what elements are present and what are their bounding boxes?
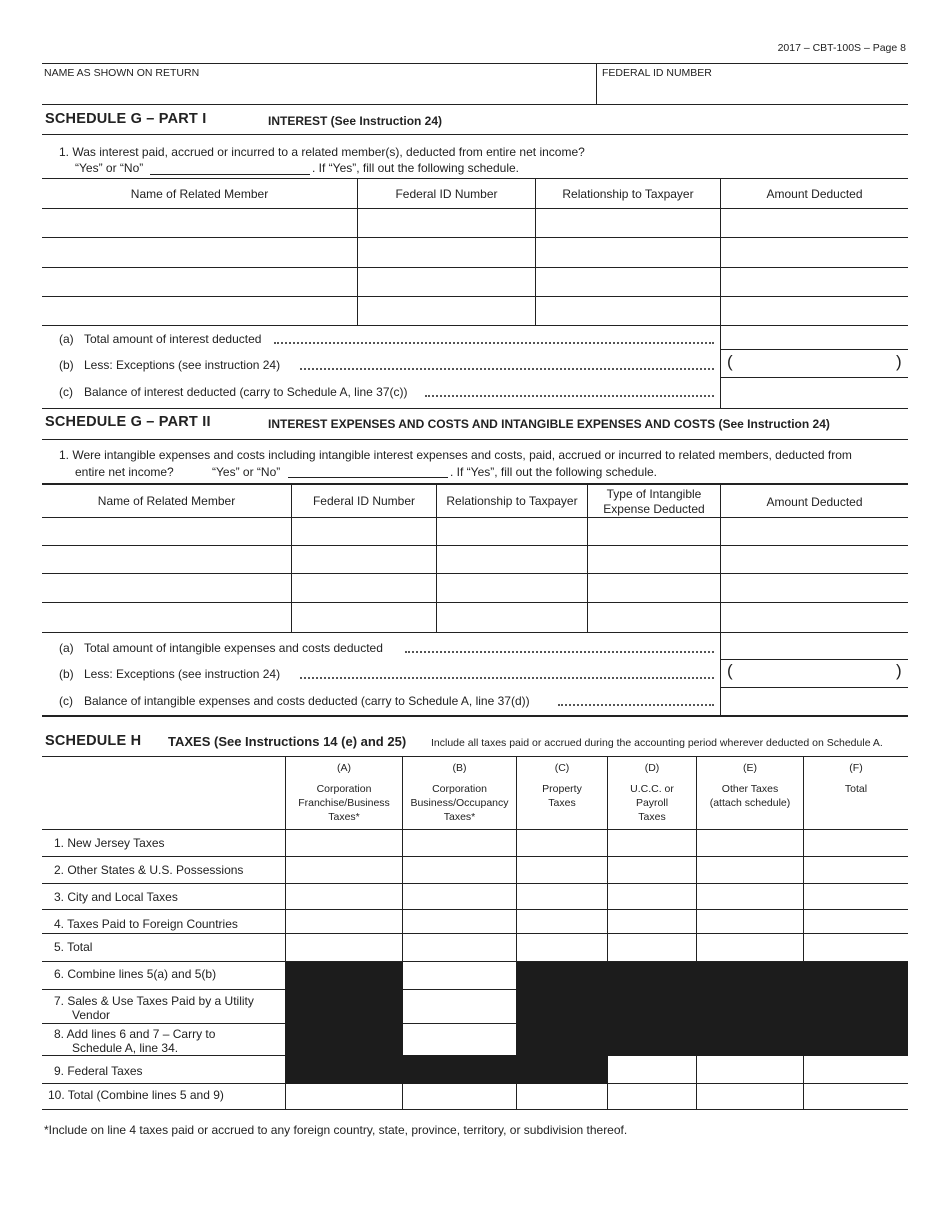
g2-col-relationship: Relationship to Taxpayer (446, 494, 578, 508)
g2-cell[interactable] (42, 518, 291, 545)
g1-yesno-label: “Yes” or “No” (75, 161, 144, 175)
g1-cell[interactable] (536, 297, 720, 325)
h-shaded-federal (285, 1055, 608, 1084)
h-col-a-line1: Corporation (316, 783, 372, 795)
h-cell[interactable] (697, 830, 803, 856)
g1-line-c-leader (425, 395, 714, 397)
h-row-1-label: 1. New Jersey Taxes (54, 836, 165, 850)
g1-line-a-rule (721, 349, 908, 350)
g2-line-c-label: Balance of intangible expenses and costs deducted (carry to Schedule A, line 37(d)) (84, 694, 530, 708)
h-col-b-line2: Business/Occupancy (410, 797, 509, 809)
fein-field[interactable] (600, 80, 906, 104)
h-table-top (42, 756, 908, 757)
h-cell[interactable] (804, 857, 908, 883)
schedule-h-subtitle: TAXES (See Instructions 14 (e) and 25) (168, 734, 407, 749)
h-cell[interactable] (517, 1084, 607, 1109)
g1-line-b-letter: (b) (59, 358, 74, 372)
h-col-letter-b: (B) (452, 762, 467, 774)
h-col-a-line2: Franchise/Business (298, 797, 390, 809)
g1-cell[interactable] (721, 238, 908, 267)
name-field[interactable] (44, 80, 594, 104)
g2-cell[interactable] (437, 603, 587, 632)
h-cell[interactable] (403, 1024, 516, 1055)
g2-cell[interactable] (437, 546, 587, 573)
h-col-d-line1: U.C.C. or (630, 783, 674, 795)
h-cell[interactable] (804, 830, 908, 856)
g2-question: 1. Were intangible expenses and costs including intangible interest expenses and costs, paid, accrued or incurred to related members, deducted from (59, 448, 852, 462)
footnote: *Include on line 4 taxes paid or accrued to any foreign country, state, province, territory, or subdivision thereof. (44, 1123, 628, 1137)
h-row-3-label: 3. City and Local Taxes (54, 890, 178, 904)
h-cell[interactable] (517, 830, 607, 856)
h-col-d-line3: Taxes (638, 811, 666, 823)
h-row-5-label: 5. Total (54, 940, 93, 954)
g2-line-a-leader (405, 651, 714, 653)
h-col-letter-f: (F) (849, 762, 863, 774)
h-cell[interactable] (286, 857, 402, 883)
g1-cell[interactable] (721, 268, 908, 296)
h-cell[interactable] (804, 1056, 908, 1083)
h-col-letter-d: (D) (644, 762, 660, 774)
g1-cell[interactable] (721, 209, 908, 237)
h-row-7-label-cont: Vendor (72, 1008, 111, 1022)
h-cell[interactable] (697, 884, 803, 909)
h-row-2-label: 2. Other States & U.S. Possessions (54, 863, 244, 877)
h-table-bottom (42, 1109, 908, 1110)
g2-question-cont: entire net income? (75, 465, 174, 479)
g2-cell[interactable] (588, 518, 720, 545)
g2-cell[interactable] (292, 603, 436, 632)
g1-cell[interactable] (42, 297, 357, 325)
g2-cell[interactable] (588, 603, 720, 632)
g2-cell[interactable] (721, 574, 908, 602)
g1-cell[interactable] (358, 209, 535, 237)
h-cell[interactable] (286, 1084, 402, 1109)
h-col-e-line1: Other Taxes (721, 783, 779, 795)
g2-cell[interactable] (721, 603, 908, 632)
schedule-h-title: SCHEDULE H (45, 733, 142, 749)
h-row-6-label: 6. Combine lines 5(a) and 5(b) (54, 967, 217, 981)
h-cell[interactable] (697, 1056, 803, 1083)
g2-cell[interactable] (42, 546, 291, 573)
g2-cell[interactable] (292, 574, 436, 602)
g1-cell[interactable] (42, 238, 357, 267)
g2-cell[interactable] (721, 518, 908, 545)
g2-yesno-label: “Yes” or “No” (212, 465, 281, 479)
g2-question-tail: . If “Yes”, fill out the following schedule. (450, 465, 657, 479)
g2-paren-close: ) (896, 661, 902, 680)
g1-col-relationship: Relationship to Taxpayer (562, 187, 694, 201)
g2-line-a-label: Total amount of intangible expenses and costs deducted (84, 641, 383, 655)
h-row-8-label: 8. Add lines 6 and 7 – Carry to (54, 1027, 216, 1041)
name-label: NAME AS SHOWN ON RETURN (44, 67, 200, 79)
h-cell[interactable] (286, 884, 402, 909)
g2-col-amount: Amount Deducted (766, 495, 863, 509)
schedule-h-note: Include all taxes paid or accrued during the accounting period wherever deducted on Schedule A. (431, 737, 883, 749)
h-cell[interactable] (286, 830, 402, 856)
g1-cell[interactable] (721, 297, 908, 325)
g2-cell[interactable] (588, 546, 720, 573)
g1-line-b-label: Less: Exceptions (see instruction 24) (84, 358, 281, 372)
h-cell[interactable] (697, 934, 803, 961)
schedule-g1-title: SCHEDULE G – PART I (45, 111, 207, 127)
g1-col-name: Name of Related Member (130, 187, 269, 201)
g1-paren-open: ( (727, 352, 733, 371)
h-cell[interactable] (804, 934, 908, 961)
h-cell[interactable] (697, 910, 803, 933)
g2-yesno-input[interactable] (288, 477, 448, 478)
g1-bottom-rule (42, 408, 908, 409)
g2-col-type: Type of Intangible (606, 487, 702, 501)
g2-cell[interactable] (42, 603, 291, 632)
h-col-f-line1: Total (844, 783, 868, 795)
h-cell[interactable] (608, 884, 696, 909)
h-cell[interactable] (403, 990, 516, 1023)
h-cell[interactable] (517, 857, 607, 883)
h-cell[interactable] (608, 934, 696, 961)
g1-col-amount: Amount Deducted (766, 187, 863, 201)
g2-line-c-letter: (c) (59, 694, 73, 708)
h-cell[interactable] (608, 857, 696, 883)
h-cell[interactable] (517, 934, 607, 961)
g1-cell[interactable] (536, 209, 720, 237)
h-cell[interactable] (608, 830, 696, 856)
h-cell[interactable] (403, 934, 516, 961)
g2-col-name: Name of Related Member (97, 494, 236, 508)
h-col-letter-e: (E) (743, 762, 757, 774)
g2-line-c-leader (558, 704, 714, 706)
g2-line-a-letter: (a) (59, 641, 74, 655)
g1-cell[interactable] (358, 297, 535, 325)
h-cell[interactable] (608, 910, 696, 933)
g2-line-b-field[interactable] (735, 661, 893, 685)
h-cell[interactable] (608, 1084, 696, 1109)
h-col-b-line1: Corporation (432, 783, 487, 795)
h-cell[interactable] (804, 910, 908, 933)
g2-cell[interactable] (292, 546, 436, 573)
h-col-d-line2: Payroll (635, 797, 669, 809)
h-row-8-label-cont: Schedule A, line 34. (72, 1041, 179, 1055)
h-cell[interactable] (608, 1056, 696, 1083)
g2-col-type-2: Expense Deducted (603, 502, 705, 516)
h-cell[interactable] (403, 830, 516, 856)
g1-cell[interactable] (358, 238, 535, 267)
h-col-c-line2: Taxes (548, 797, 576, 809)
h-cell[interactable] (403, 962, 516, 989)
h-cell[interactable] (517, 884, 607, 909)
g2-cell[interactable] (437, 518, 587, 545)
h-cell[interactable] (403, 884, 516, 909)
g1-col-fein: Federal ID Number (395, 187, 498, 201)
h-row-7-label: 7. Sales & Use Taxes Paid by a Utility (54, 994, 254, 1008)
h-col-letter-c: (C) (554, 762, 570, 774)
g1-line-c-letter: (c) (59, 385, 73, 399)
h-col-e-line2: (attach schedule) (709, 797, 791, 809)
g2-col-fein: Federal ID Number (312, 494, 416, 508)
fein-divider (596, 63, 597, 105)
h-cell[interactable] (403, 1084, 516, 1109)
g2-cell[interactable] (292, 518, 436, 545)
g1-question-tail: . If “Yes”, fill out the following schedule. (312, 161, 519, 175)
g2-table-top (42, 483, 908, 485)
h-cell[interactable] (804, 884, 908, 909)
h-shaded-col-a (285, 962, 403, 1056)
g1-yesno-input[interactable] (150, 174, 310, 175)
schedule-g2-title: SCHEDULE G – PART II (45, 414, 211, 430)
g1-paren-close: ) (896, 352, 902, 371)
g1-question: 1. Was interest paid, accrued or incurred to a related member(s), deducted from entire net income? (59, 145, 585, 159)
g1-title-rule (42, 134, 908, 135)
h-col-a-line3: Taxes* (328, 811, 360, 823)
g1-cell[interactable] (42, 209, 357, 237)
h-row-9-label: 9. Federal Taxes (54, 1064, 143, 1078)
h-cell[interactable] (403, 910, 516, 933)
g1-line-a-leader (274, 342, 714, 344)
h-row-10-label: 10. Total (Combine lines 5 and 9) (48, 1088, 224, 1102)
schedule-g2-subtitle: INTEREST EXPENSES AND COSTS AND INTANGIBLE EXPENSES AND COSTS (See Instruction 24) (268, 417, 830, 431)
g2-line-a-rule (721, 659, 908, 660)
g1-line-b-leader (300, 368, 714, 370)
g1-line-a-letter: (a) (59, 332, 74, 346)
g1-cell[interactable] (42, 268, 357, 296)
g2-cell[interactable] (588, 574, 720, 602)
g1-line-c-field[interactable] (721, 378, 908, 408)
g1-line-a-field[interactable] (721, 326, 908, 349)
schedule-g1-subtitle: INTEREST (See Instruction 24) (268, 114, 443, 128)
fein-label: FEDERAL ID NUMBER (602, 67, 712, 79)
h-shaded-cols-c-f (516, 962, 908, 1056)
g2-paren-open: ( (727, 661, 733, 680)
g2-cell[interactable] (437, 574, 587, 602)
h-cell[interactable] (286, 934, 402, 961)
g2-title-rule (42, 439, 908, 440)
h-col-c-line1: Property (542, 783, 582, 795)
g2-line-b-leader (300, 677, 714, 679)
g1-line-b-field[interactable] (735, 351, 893, 375)
g2-line-c-field[interactable] (721, 688, 908, 715)
g2-cell[interactable] (42, 574, 291, 602)
g1-table-top (42, 178, 908, 179)
g2-cell[interactable] (721, 546, 908, 573)
g1-cell[interactable] (536, 238, 720, 267)
g1-line-a-label: Total amount of interest deducted (84, 332, 262, 346)
g1-line-c-label: Balance of interest deducted (carry to Schedule A, line 37(c)) (84, 385, 408, 399)
name-rule (42, 104, 908, 105)
h-cell[interactable] (286, 910, 402, 933)
h-cell[interactable] (697, 1084, 803, 1109)
h-cell[interactable] (697, 857, 803, 883)
h-col-b-line3: Taxes* (443, 811, 476, 823)
g2-line-b-label: Less: Exceptions (see instruction 24) (84, 667, 281, 681)
g2-bottom-rule (42, 715, 908, 717)
h-cell[interactable] (403, 857, 516, 883)
h-cell[interactable] (517, 910, 607, 933)
g2-line-b-letter: (b) (59, 667, 74, 681)
h-cell[interactable] (804, 1084, 908, 1109)
top-rule (42, 63, 908, 64)
h-col-letter-a: (A) (337, 762, 351, 774)
g1-cell[interactable] (536, 268, 720, 296)
g1-cell[interactable] (358, 268, 535, 296)
g2-line-a-field[interactable] (721, 633, 908, 659)
page-number: 2017 – CBT-100S – Page 8 (777, 42, 906, 54)
h-row-4-label: 4. Taxes Paid to Foreign Countries (54, 917, 238, 931)
